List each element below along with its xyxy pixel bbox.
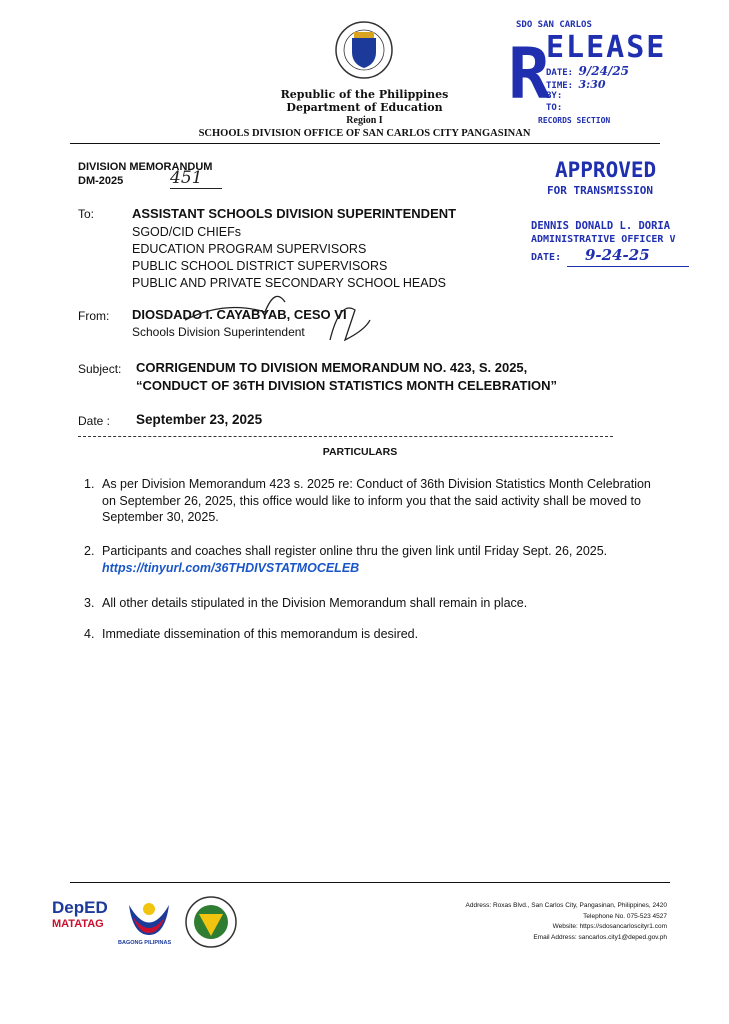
department-heading: Department of Education [286, 101, 443, 114]
recipient: PUBLIC AND PRIVATE SECONDARY SCHOOL HEADS [132, 276, 446, 290]
subject-line-1: CORRIGENDUM TO DIVISION MEMORANDUM NO. 423, S. 2025, [136, 360, 528, 375]
registration-link[interactable]: https://tinyurl.com/36THDIVSTATMOCELEB [102, 560, 360, 575]
list-item: 3. All other details stipulated in the Division Memorandum shall remain in place. [84, 596, 528, 610]
office-heading: SCHOOLS DIVISION OFFICE OF SAN CARLOS CITY PANGASINAN [198, 128, 531, 139]
region-heading: Region I [346, 115, 383, 126]
to-label: To: [78, 207, 95, 221]
recipient: ASSISTANT SCHOOLS DIVISION SUPERINTENDENT [132, 206, 457, 221]
footer-address: Address: Roxas Blvd., San Carlos City, Pangasinan, Philippines, 2420 Telephone No. 075-523 4527 Website: https://sdosancarloscityr1.com Email Address: sancarlos.city1@deped.gov.ph [465, 902, 667, 941]
republic-heading: Republic of the Philippines [280, 88, 449, 101]
signature-icon [180, 280, 380, 350]
date-label: Date : [78, 414, 111, 428]
released-stamp: SDO SAN CARLOS R ELEASE DATE: 9/24/25 TIME: 3:30 BY: TO: RECORDS SECTION [508, 20, 667, 125]
recipient: EDUCATION PROGRAM SUPERVISORS [132, 242, 367, 256]
header-divider [70, 143, 660, 144]
bagong-pilipinas-logo-icon [125, 895, 173, 937]
section-title: PARTICULARS [322, 446, 398, 458]
bagong-pilipinas-caption: BAGONG PILIPINAS [118, 940, 172, 946]
memo-number-label: DM-2025 [78, 175, 124, 187]
from-title: Schools Division Superintendent [132, 325, 305, 339]
memo-date: September 23, 2025 [136, 412, 263, 427]
subject-line-2: “CONDUCT OF 36TH DIVISION STATISTICS MONTH CELEBRATION” [136, 378, 558, 393]
dashed-divider [78, 436, 613, 437]
memo-number: 451 [170, 168, 222, 189]
memo-type: DIVISION MEMORANDUM [78, 161, 213, 173]
list-item: 2. Participants and coaches shall register online thru the given link until Friday Sept. 26, 2025. https://tinyurl.com/36THDIVSTATMOCELEB [84, 543, 664, 576]
from-label: From: [78, 309, 110, 323]
subject-label: Subject: [78, 362, 122, 376]
recipient: PUBLIC SCHOOL DISTRICT SUPERVISORS [132, 259, 388, 273]
list-item: 1. As per Division Memorandum 423 s. 2025 re: Conduct of 36th Division Statistics Month Celebration on September 26, 2025, this office would like to inform you that the said activity shall be moved to September 30, 2025. [84, 477, 651, 524]
footer-divider [70, 882, 670, 883]
deped-matatag-logo: DepED MATATAG [52, 898, 108, 930]
approved-stamp: APPROVED FOR TRANSMISSION DENNIS DONALD L. DORIA ADMINISTRATIVE OFFICER V DATE: 9-24-25 [525, 158, 695, 270]
division-seal-icon [185, 896, 237, 948]
recipient: SGOD/CID CHIEFs [132, 225, 242, 239]
deped-seal-icon [334, 20, 394, 80]
from-name: DIOSDADO I. CAYABYAB, CESO VI [132, 307, 347, 322]
list-item: 4. Immediate dissemination of this memorandum is desired. [84, 627, 419, 641]
